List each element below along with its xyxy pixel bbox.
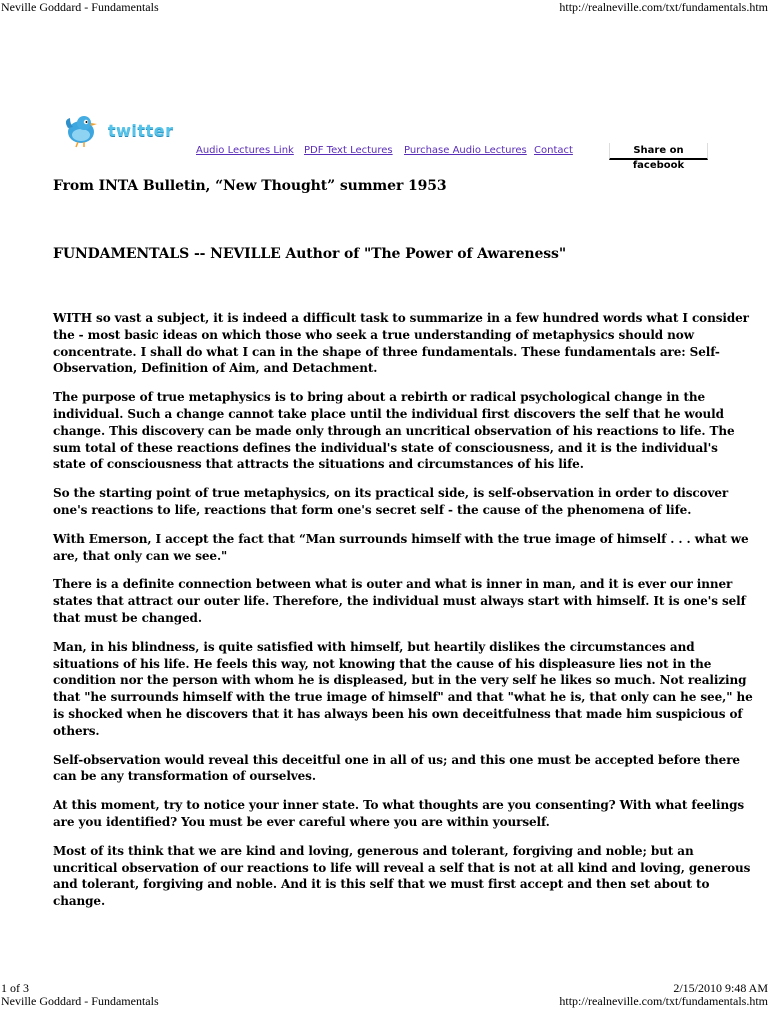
nav-link-contact[interactable]: Contact (534, 145, 573, 156)
article-body (53, 310, 753, 910)
twitter-bird-icon (62, 112, 102, 148)
print-footer-title: Neville Goddard - Fundamentals (1, 994, 159, 1008)
page-counter: 1 of 3 (1, 981, 29, 995)
article-title: FUNDAMENTALS -- NEVILLE Author of "The Power of Awareness" (53, 246, 567, 262)
paragraph: With Emerson, I accept the fact that “Man surrounds himself with the true image of himself . . . what we are, that only can we see." (53, 531, 749, 563)
twitter-logo[interactable] (62, 110, 182, 150)
print-header-url: http://realneville.com/txt/fundamentals.htm (559, 0, 768, 14)
share-on-facebook-button[interactable]: Share on facebook (609, 143, 708, 160)
article (53, 176, 753, 922)
twitter-wordmark: twitter (108, 120, 174, 140)
paragraph: The purpose of true metaphysics is to bring about a rebirth or radical psychological change in the individual. Such a change cannot take place until the individual first discovers the self that he would change. This discovery can be made only through an uncritical observation of his reactions to life. The sum total of these reactions defines the individual's state of consciousness, and it is the individual's state of consciousness that attracts the situations and circumstances of his life. (53, 390, 735, 472)
nav-link-audio-lectures[interactable]: Audio Lectures Link (196, 145, 294, 156)
paragraph: Most of its think that we are kind and loving, generous and tolerant, forgiving and noble; but an uncritical observation of our reactions to life will reveal a self that is not at all kind and loving, generous and tolerant, forgiving and noble. And it is this self that we must first accept and then set about to change. (53, 843, 751, 909)
paragraph: Man, in his blindness, is quite satisfied with himself, but heartily dislikes the circumstances and situations of his life. He feels this way, not knowing that the cause of his displeasure lies not in the condition nor the person with whom he is displeased, but in the very self he likes so much. Not realizing that "he surrounds himself with the true image of himself" and that "what he is, that only can he see," he is shocked when he discovers that it has always been his own deceitfulness that made him suspicious of others. (53, 639, 753, 738)
paragraph: Self-observation would reveal this deceitful one in all of us; and this one must be accepted before there can be any transformation of ourselves. (53, 752, 740, 784)
nav-link-pdf-text-lectures[interactable]: PDF Text Lectures (304, 145, 393, 156)
nav-link-purchase-audio-lectures[interactable]: Purchase Audio Lectures (404, 145, 527, 156)
paragraph: So the starting point of true metaphysics, on its practical side, is self-observation in order to discover one's reactions to life, reactions that form one's secret self - the cause of the phenomena of life. (53, 486, 729, 517)
source-line: From INTA Bulletin, “New Thought” summer 1953 (53, 178, 447, 194)
paragraph: There is a definite connection between what is outer and what is inner in man, and it is ever our inner states that attract our outer life. Therefore, the individual must always start with himself. It is one's self that must be changed. (53, 577, 746, 625)
print-datetime: 2/15/2010 9:48 AM (673, 981, 768, 995)
print-footer-url: http://realneville.com/txt/fundamentals.htm (559, 994, 768, 1008)
print-header-title: Neville Goddard - Fundamentals (1, 0, 159, 14)
paragraph: At this moment, try to notice your inner state. To what thoughts are you consenting? With what feelings are you identified? You must be ever careful where you are within yourself. (53, 798, 745, 829)
paragraph: WITH so vast a subject, it is indeed a difficult task to summarize in a few hundred words what I consider the - most basic ideas on which those who seek a true understanding of metaphysics should now concentrate. I shall do what I can in the shape of three fundamentals. These fundamentals are: Self-Observation, Definition of Aim, and Detachment. (53, 311, 749, 376)
